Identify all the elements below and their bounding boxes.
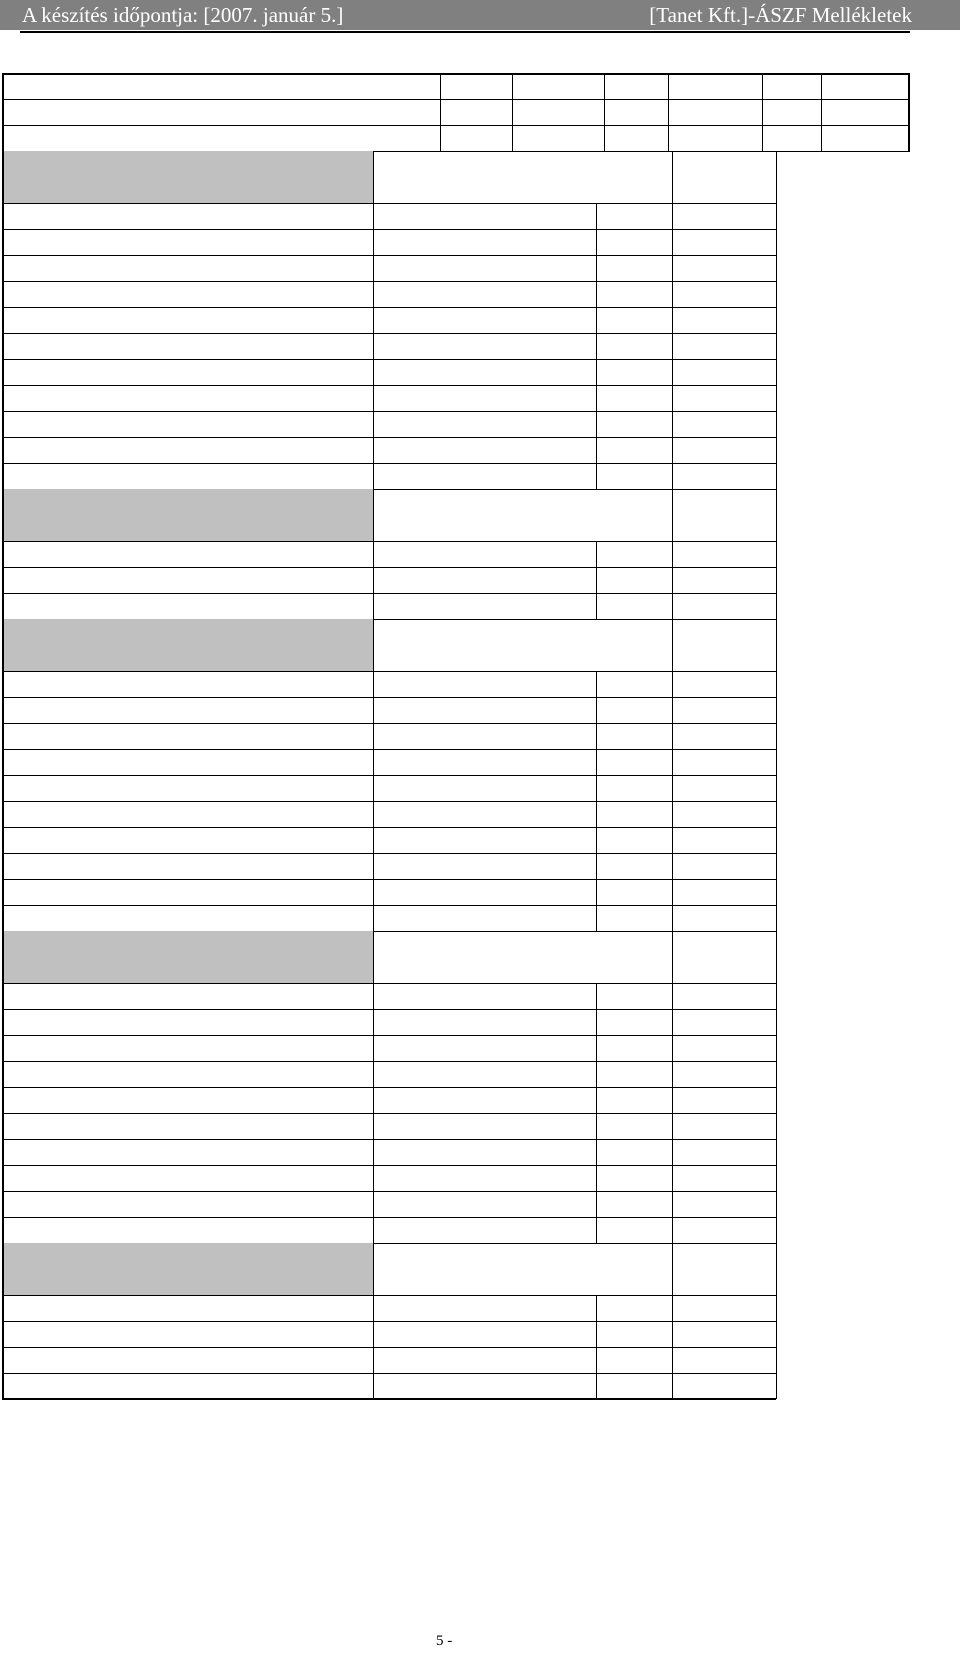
grid-line <box>2 99 910 100</box>
grid-line <box>672 1165 673 1191</box>
grid-line <box>776 333 777 359</box>
grid-line <box>2 411 776 412</box>
grid-line <box>373 1061 374 1087</box>
grid-line <box>373 1139 374 1165</box>
grid-line <box>776 879 777 905</box>
grid-line <box>672 853 673 879</box>
grid-line <box>776 1295 777 1321</box>
grid-line <box>512 99 513 125</box>
grid-line <box>596 723 597 749</box>
grid-line <box>596 1035 597 1061</box>
grid-line <box>672 801 673 827</box>
grid-line <box>2 1217 776 1218</box>
grid-line <box>776 281 777 307</box>
grid-line <box>373 983 374 1009</box>
grid-line <box>776 463 777 489</box>
header-date: A készítés időpontja: [2007. január 5.] <box>22 3 344 27</box>
grid-line <box>2 463 776 464</box>
grid-line <box>672 359 673 385</box>
grid-line <box>373 1191 374 1217</box>
grid-line <box>596 879 597 905</box>
grid-line <box>762 73 763 99</box>
grid-line <box>672 489 673 541</box>
grid-line <box>373 541 374 567</box>
grid-line <box>596 1321 597 1347</box>
grid-line <box>373 1009 374 1035</box>
grid-line <box>2 879 776 880</box>
grid-line <box>821 125 822 151</box>
grid-line <box>672 593 673 619</box>
grid-line <box>821 99 822 125</box>
grid-line <box>373 697 374 723</box>
grid-line <box>2 905 776 906</box>
grid-line <box>776 1347 777 1373</box>
grid-line <box>776 1139 777 1165</box>
grid-line <box>2 1321 776 1322</box>
grid-line <box>2 229 776 230</box>
grid-line <box>596 827 597 853</box>
grid-line <box>373 255 374 281</box>
grid-line <box>604 99 605 125</box>
grid-line <box>776 593 777 619</box>
grid-line <box>776 203 777 229</box>
grid-line <box>2 307 776 308</box>
grid-line <box>776 1009 777 1035</box>
grid-line <box>2 983 776 984</box>
section-title-cell <box>2 1243 373 1295</box>
grid-line <box>2 801 776 802</box>
grid-line <box>2 775 776 776</box>
grid-line <box>672 1347 673 1373</box>
grid-line <box>596 541 597 567</box>
grid-line <box>672 931 673 983</box>
grid-line <box>596 749 597 775</box>
grid-line <box>776 1113 777 1139</box>
grid-line <box>2 697 776 698</box>
grid-line <box>596 463 597 489</box>
grid-line <box>2 1139 776 1140</box>
grid-line <box>373 333 374 359</box>
grid-line <box>596 411 597 437</box>
grid-line <box>2 1295 776 1296</box>
grid-line <box>596 671 597 697</box>
grid-line <box>672 437 673 463</box>
grid-line <box>373 1165 374 1191</box>
grid-line <box>672 749 673 775</box>
grid-line <box>776 697 777 723</box>
grid-line <box>776 1035 777 1061</box>
grid-line <box>672 281 673 307</box>
grid-line <box>672 827 673 853</box>
page-number: 5 - <box>436 1633 453 1649</box>
grid-line <box>776 827 777 853</box>
grid-line <box>596 1295 597 1321</box>
grid-line <box>373 1321 374 1347</box>
grid-line <box>596 255 597 281</box>
grid-line <box>373 827 374 853</box>
grid-line <box>2 853 776 854</box>
grid-line <box>373 1243 374 1295</box>
grid-line <box>2 1347 776 1348</box>
grid-line <box>762 125 763 151</box>
grid-line <box>668 99 669 125</box>
grid-line <box>762 99 763 125</box>
section-title-cell <box>2 931 373 983</box>
grid-line <box>596 801 597 827</box>
grid-line <box>596 1165 597 1191</box>
grid-line <box>672 1087 673 1113</box>
grid-line <box>373 411 374 437</box>
grid-line <box>596 1113 597 1139</box>
grid-line <box>373 359 374 385</box>
grid-line <box>596 1191 597 1217</box>
grid-line <box>672 671 673 697</box>
grid-line <box>672 229 673 255</box>
grid-line <box>776 671 777 697</box>
grid-line <box>672 411 673 437</box>
grid-line <box>776 775 777 801</box>
grid-line <box>596 697 597 723</box>
grid-line <box>2 437 776 438</box>
grid-line <box>672 255 673 281</box>
grid-line <box>373 1113 374 1139</box>
grid-line <box>596 1139 597 1165</box>
grid-line <box>672 697 673 723</box>
grid-line <box>373 203 374 229</box>
grid-line <box>373 671 374 697</box>
grid-line <box>373 853 374 879</box>
grid-line <box>908 73 910 151</box>
grid-line <box>596 437 597 463</box>
grid-line <box>776 619 777 671</box>
grid-line <box>440 99 441 125</box>
grid-line <box>672 1373 673 1399</box>
grid-line <box>776 983 777 1009</box>
grid-line <box>2 359 776 360</box>
grid-line <box>672 983 673 1009</box>
grid-line <box>2 827 776 828</box>
grid-line <box>373 385 374 411</box>
grid-line <box>596 1373 597 1399</box>
grid-line <box>776 1321 777 1347</box>
grid-line <box>373 567 374 593</box>
grid-line <box>596 1087 597 1113</box>
grid-line <box>440 125 441 151</box>
grid-line <box>596 1061 597 1087</box>
grid-line <box>776 307 777 333</box>
grid-line <box>2 73 910 75</box>
grid-line <box>596 593 597 619</box>
grid-line <box>776 1165 777 1191</box>
grid-line <box>373 1217 374 1243</box>
grid-line <box>776 411 777 437</box>
grid-line <box>2 567 776 568</box>
grid-line <box>2 723 776 724</box>
grid-line <box>512 125 513 151</box>
header-title: [Tanet Kft.]-ÁSZF Mellékletek <box>649 3 912 27</box>
grid-line <box>776 1191 777 1217</box>
grid-line <box>596 333 597 359</box>
grid-line <box>776 853 777 879</box>
grid-line <box>672 619 673 671</box>
grid-line <box>821 73 822 99</box>
grid-line <box>373 437 374 463</box>
grid-line <box>2 1087 776 1088</box>
grid-line <box>776 1087 777 1113</box>
grid-line <box>2 671 776 672</box>
grid-line <box>596 281 597 307</box>
grid-line <box>776 541 777 567</box>
grid-line <box>668 125 669 151</box>
grid-line <box>440 73 441 99</box>
grid-line <box>596 1347 597 1373</box>
grid-line <box>2 1009 776 1010</box>
grid-line <box>672 1061 673 1087</box>
grid-line <box>2 73 4 1399</box>
grid-line <box>672 775 673 801</box>
grid-line <box>776 1061 777 1087</box>
grid-line <box>776 437 777 463</box>
grid-line <box>2 1061 776 1062</box>
grid-line <box>596 203 597 229</box>
grid-line <box>373 151 374 203</box>
grid-line <box>2 1165 776 1166</box>
grid-line <box>776 749 777 775</box>
grid-line <box>2 1398 776 1400</box>
grid-line <box>672 385 673 411</box>
grid-line <box>776 229 777 255</box>
grid-line <box>596 905 597 931</box>
grid-line <box>2 593 776 594</box>
grid-line <box>776 1243 777 1295</box>
grid-line <box>373 749 374 775</box>
grid-line <box>373 905 374 931</box>
grid-line <box>596 229 597 255</box>
grid-line <box>672 151 673 203</box>
grid-line <box>373 307 374 333</box>
grid-line <box>668 73 669 99</box>
grid-line <box>373 281 374 307</box>
grid-line <box>596 775 597 801</box>
grid-line <box>776 1217 777 1243</box>
grid-line <box>776 151 777 203</box>
grid-line <box>2 541 776 542</box>
section-title-cell <box>2 151 373 203</box>
grid-line <box>596 567 597 593</box>
grid-line <box>776 723 777 749</box>
grid-line <box>776 359 777 385</box>
grid-line <box>596 983 597 1009</box>
grid-line <box>2 749 776 750</box>
grid-line <box>512 73 513 99</box>
grid-line <box>373 723 374 749</box>
grid-line <box>596 1217 597 1243</box>
grid-line <box>2 1191 776 1192</box>
grid-line <box>373 1373 374 1399</box>
grid-line <box>672 1113 673 1139</box>
grid-line <box>373 1035 374 1061</box>
grid-line <box>2 385 776 386</box>
grid-line <box>776 905 777 931</box>
grid-line <box>596 385 597 411</box>
grid-line <box>596 853 597 879</box>
grid-line <box>373 879 374 905</box>
grid-line <box>2 1113 776 1114</box>
grid-line <box>776 489 777 541</box>
grid-line <box>2 1373 776 1374</box>
grid-line <box>373 463 374 489</box>
grid-line <box>672 567 673 593</box>
grid-line <box>672 879 673 905</box>
grid-line <box>604 125 605 151</box>
grid-line <box>672 1243 673 1295</box>
grid-line <box>672 463 673 489</box>
grid-line <box>672 1295 673 1321</box>
grid-line <box>596 359 597 385</box>
section-title-cell <box>2 489 373 541</box>
grid-line <box>373 1347 374 1373</box>
grid-line <box>2 333 776 334</box>
grid-line <box>2 281 776 282</box>
grid-line <box>672 905 673 931</box>
grid-line <box>672 1217 673 1243</box>
grid-line <box>373 1295 374 1321</box>
grid-line <box>672 541 673 567</box>
grid-line <box>373 1087 374 1113</box>
grid-line <box>672 1139 673 1165</box>
grid-line <box>672 1009 673 1035</box>
grid-line <box>672 1191 673 1217</box>
grid-line <box>373 619 374 671</box>
grid-line <box>373 229 374 255</box>
grid-line <box>776 385 777 411</box>
grid-line <box>373 931 374 983</box>
grid-line <box>373 489 374 541</box>
grid-line <box>596 307 597 333</box>
section-title-cell <box>2 619 373 671</box>
grid-line <box>2 203 776 204</box>
grid-line <box>672 1035 673 1061</box>
grid-line <box>604 73 605 99</box>
grid-line <box>776 931 777 983</box>
grid-line <box>672 1321 673 1347</box>
grid-line <box>776 1373 777 1399</box>
grid-line <box>672 333 673 359</box>
grid-line <box>2 125 910 126</box>
grid-line <box>776 567 777 593</box>
grid-line <box>373 593 374 619</box>
grid-line <box>2 255 776 256</box>
grid-line <box>373 801 374 827</box>
grid-line <box>776 255 777 281</box>
grid-line <box>776 801 777 827</box>
grid-line <box>2 1035 776 1036</box>
grid-line <box>373 775 374 801</box>
grid-line <box>672 307 673 333</box>
grid-line <box>672 723 673 749</box>
grid-line <box>596 1009 597 1035</box>
grid-line <box>672 203 673 229</box>
